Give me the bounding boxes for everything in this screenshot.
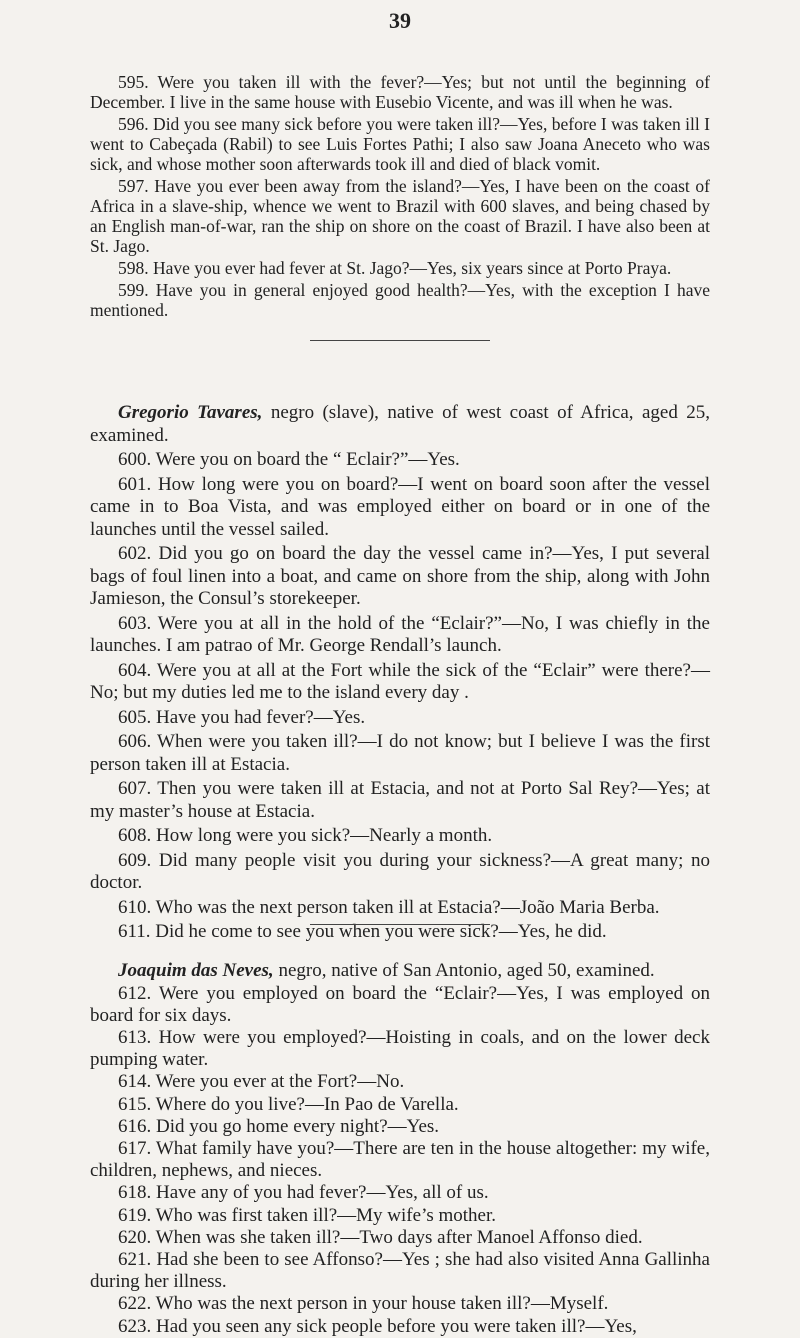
testimony-paragraph: 620. When was she taken ill?—Two days after Manoel Affonso died.: [118, 1226, 643, 1248]
testimony-paragraph: 611. Did he come to see you when you were sick?—Yes, he did.: [118, 921, 607, 942]
testimony-paragraph: 601. How long were you on board?—I went on board soon after the vessel came in to Boa Vista, and was employed either on board or in one of the launches until the vessel sailed.: [90, 473, 710, 540]
testimony-paragraph: 616. Did you go home every night?—Yes.: [118, 1115, 440, 1137]
testimony-paragraph: 605. Have you had fever?—Yes.: [118, 706, 366, 728]
section-divider: [310, 924, 490, 925]
testimony-paragraph: 603. Were you at all in the hold of the “Eclair?”—No, I was chiefly in the launches. I am patrao of Mr. George Rendall’s launch.: [90, 612, 710, 656]
testimony-paragraph: 610. Who was the next person taken ill at Estacia?—João Maria Berba.: [118, 896, 660, 918]
witness-description: negro (slave), native of west coast of Africa, aged 25, examined.: [90, 402, 710, 446]
testimony-paragraph: 617. What family have you?—There are ten in the house altogether: my wife, children, nephews, and nieces.: [90, 1137, 710, 1182]
witness-name: Gregorio Tavares,: [118, 402, 263, 423]
testimony-joaquim-das-neves: [90, 960, 710, 1338]
witness-heading: [90, 960, 710, 983]
testimony-gregorio-tavares: [90, 402, 710, 946]
testimony-paragraph: 598. Have you ever had fever at St. Jago?—Yes, six years since at Porto Praya.: [118, 258, 672, 278]
testimony-paragraph: 606. When were you taken ill?—I do not know; but I believe I was the first person taken ill at Estacia.: [90, 731, 710, 775]
testimony-paragraph: 615. Where do you live?—In Pao de Varella.: [118, 1093, 459, 1115]
testimony-paragraph: 622. Who was the next person in your house taken ill?—Myself.: [118, 1293, 609, 1315]
testimony-paragraph: 600. Were you on board the “ Eclair?”—Yes.: [118, 449, 460, 470]
witness-name: Joaquim das Neves,: [118, 960, 274, 981]
witness-heading: [90, 402, 710, 447]
testimony-paragraph: 619. Who was first taken ill?—My wife’s mother.: [118, 1204, 497, 1226]
testimony-paragraph: 612. Were you employed on board the “Eclair?—Yes, I was employed on board for six days.: [90, 982, 710, 1026]
testimony-paragraph: 608. How long were you sick?—Nearly a month.: [118, 825, 493, 846]
page-number: 39: [389, 8, 411, 33]
testimony-paragraph: 597. Have you ever been away from the island?—Yes, I have been on the coast of Africa in a slave-ship, whence we went to Brazil with 600 slaves, and being chased by an English man-of-war, ran the ship on shore on the coast of Brazil. I have also been at St. Jago.: [90, 176, 710, 256]
testimony-continued: [90, 72, 710, 322]
testimony-paragraph: 621. Had she been to see Affonso?—Yes ; she had also visited Anna Gallinha during her illness.: [90, 1248, 710, 1293]
testimony-paragraph: 623. Had you seen any sick people before you were taken ill?—Yes,: [118, 1315, 637, 1337]
witness-description: negro, native of San Antonio, aged 50, examined.: [273, 960, 655, 981]
testimony-paragraph: 609. Did many people visit you during your sickness?—A great many; no doctor.: [90, 849, 710, 893]
testimony-paragraph: 602. Did you go on board the day the vessel came in?—Yes, I put several bags of foul linen into a boat, and came on shore from the ship, along with John Jamieson, the Consul’s storekeeper.: [90, 543, 710, 609]
section-divider: [310, 340, 490, 341]
testimony-paragraph: 604. Were you at all at the Fort while the sick of the “Eclair” were there?—No; but my duties led me to the island every day .: [90, 659, 710, 703]
testimony-paragraph: 607. Then you were taken ill at Estacia, and not at Porto Sal Rey?—Yes; at my master’s house at Estacia.: [90, 778, 710, 822]
testimony-paragraph: 595. Were you taken ill with the fever?—Yes; but not until the beginning of December. I live in the same house with Eusebio Vicente, and was ill when he was.: [90, 72, 710, 112]
testimony-paragraph: 596. Did you see many sick before you were taken ill?—Yes, before I was taken ill I went to Cabeçada (Rabil) to see Luis Fortes Pathi; I also saw Joana Aneceto who was sick, and whose mother soon afterwards took ill and died of black vomit.: [90, 114, 710, 174]
testimony-paragraph: 599. Have you in general enjoyed good health?—Yes, with the exception I have mentioned.: [90, 280, 710, 320]
testimony-paragraph: 614. Were you ever at the Fort?—No.: [118, 1071, 405, 1093]
testimony-paragraph: 613. How were you employed?—Hoisting in coals, and on the lower deck pumping water.: [90, 1026, 710, 1071]
testimony-paragraph: 618. Have any of you had fever?—Yes, all of us.: [118, 1182, 489, 1204]
